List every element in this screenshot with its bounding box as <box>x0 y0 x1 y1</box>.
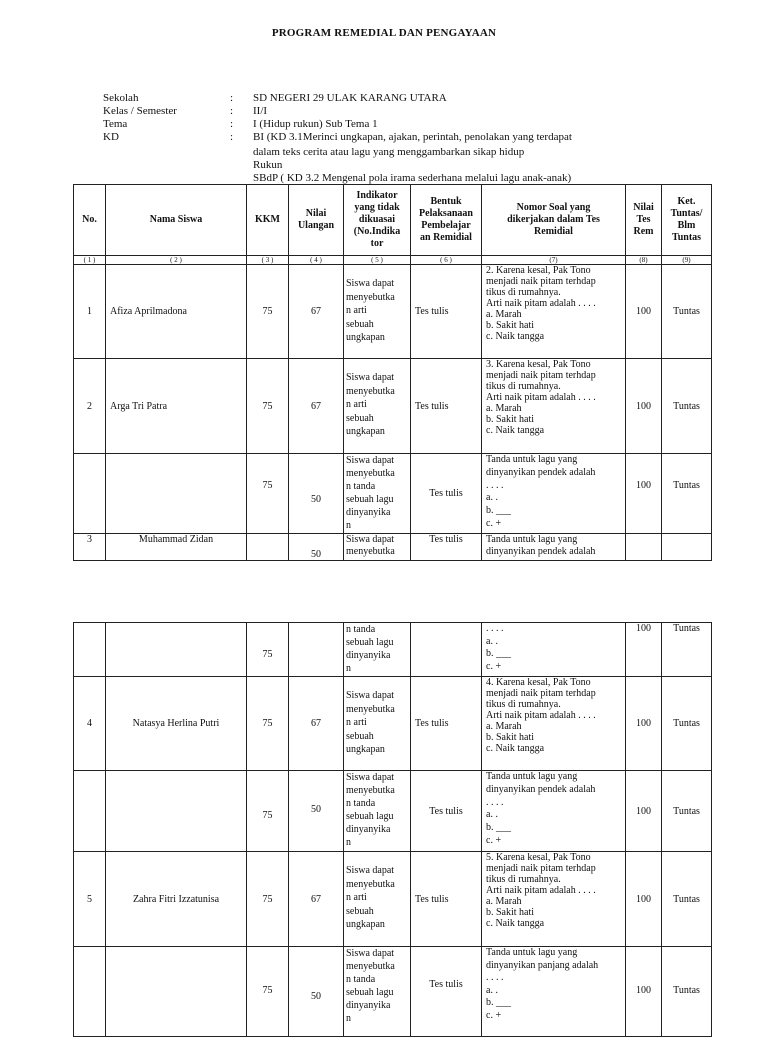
label-kelas: Kelas / Semester <box>103 105 177 117</box>
cell-bentuk: Tes tulis <box>411 265 482 359</box>
col-number: ( 3 ) <box>247 256 289 265</box>
cell-ket: Tuntas <box>662 947 712 1037</box>
cell-no: 2 <box>74 359 106 454</box>
cell-kkm: 75 <box>247 265 289 359</box>
table-row <box>74 771 712 852</box>
cell-kkm: 75 <box>247 623 289 677</box>
cell-nama <box>106 947 247 1037</box>
col-number: (8) <box>626 256 662 265</box>
table-row <box>74 852 712 947</box>
cell-indikator: Siswa dapat menyebutka n tanda sebuah lagu dinyanyika n <box>344 947 411 1037</box>
cell-nilai-rem: 100 <box>626 947 662 1037</box>
header-bentuk: Bentuk Pelaksanaan Pembelajar an Remidial <box>411 185 482 256</box>
cell-nilai: 50 <box>289 534 344 561</box>
col-number: (9) <box>662 256 712 265</box>
cell-ket: Tuntas <box>662 454 712 534</box>
header-row <box>74 185 712 256</box>
cell-no: 5 <box>74 852 106 947</box>
cell-kkm: 75 <box>247 677 289 771</box>
cell-nama <box>106 454 247 534</box>
cell-nama: Zahra Fitri Izzatunisa <box>106 852 247 947</box>
cell-no: 1 <box>74 265 106 359</box>
label-kd: KD <box>103 131 119 143</box>
cell-soal: Tanda untuk lagu yang dinyanyikan pendek adalah <box>482 534 626 561</box>
cell-soal: 5. Karena kesal, Pak Tono menjadi naik pitam terhdap tikus di rumahnya. Arti naik pitam adalah . . . . a. Marah b. Sakit hati c. Naik tangga <box>482 852 626 947</box>
cell-nilai: 50 <box>289 947 344 1037</box>
cell-nilai-rem <box>626 534 662 561</box>
cell-indikator: Siswa dapat menyebutka n arti sebuah ungkapan <box>344 852 411 947</box>
cell-ket: Tuntas <box>662 771 712 852</box>
cell-soal: 2. Karena kesal, Pak Tono menjadi naik pitam terhdap tikus di rumahnya. Arti naik pitam adalah . . . . a. Marah b. Sakit hati c. Naik tangga <box>482 265 626 359</box>
cell-nilai: 67 <box>289 265 344 359</box>
cell-nilai-rem: 100 <box>626 359 662 454</box>
cell-bentuk: Tes tulis <box>411 947 482 1037</box>
cell-nilai-rem: 100 <box>626 771 662 852</box>
cell-no <box>74 623 106 677</box>
col-number: ( 6 ) <box>411 256 482 265</box>
col-number: ( 4 ) <box>289 256 344 265</box>
value-kd-line: Rukun <box>253 159 283 171</box>
cell-ket: Tuntas <box>662 852 712 947</box>
cell-bentuk: Tes tulis <box>411 771 482 852</box>
cell-no: 3 <box>74 534 106 561</box>
cell-indikator: Siswa dapat menyebutka n tanda sebuah lagu dinyanyika n <box>344 454 411 534</box>
col-number: ( 2 ) <box>106 256 247 265</box>
header-soal: Nomor Soal yang dikerjakan dalam Tes Remidial <box>482 185 626 256</box>
cell-ket: Tuntas <box>662 359 712 454</box>
cell-ket: Tuntas <box>662 623 712 677</box>
remedial-table-1 <box>73 184 712 561</box>
cell-nama: Arga Tri Patra <box>106 359 247 454</box>
cell-nama <box>106 771 247 852</box>
header-kkm: KKM <box>247 185 289 256</box>
cell-nilai <box>289 623 344 677</box>
colon: : <box>230 131 234 143</box>
value-kd-line: dalam teks cerita atau lagu yang menggambarkan sikap hidup <box>253 146 525 158</box>
cell-nama: Natasya Herlina Putri <box>106 677 247 771</box>
label-sekolah: Sekolah <box>103 92 139 104</box>
cell-bentuk <box>411 623 482 677</box>
cell-nilai-rem: 100 <box>626 623 662 677</box>
cell-kkm: 75 <box>247 852 289 947</box>
cell-indikator: Siswa dapat menyebutka n arti sebuah ungkapan <box>344 359 411 454</box>
cell-nama: Afiza Aprilmadona <box>106 265 247 359</box>
header-nilai-rem: Nilai Tes Rem <box>626 185 662 256</box>
cell-nilai: 50 <box>289 771 344 852</box>
cell-no <box>74 454 106 534</box>
cell-nilai-rem: 100 <box>626 852 662 947</box>
cell-nama: Muhammad Zidan <box>106 534 247 561</box>
table-row <box>74 359 712 454</box>
column-number-row <box>74 256 712 265</box>
cell-kkm: 75 <box>247 947 289 1037</box>
cell-bentuk: Tes tulis <box>411 454 482 534</box>
cell-kkm: 75 <box>247 359 289 454</box>
cell-soal: 3. Karena kesal, Pak Tono menjadi naik pitam terhdap tikus di rumahnya. Arti naik pitam adalah . . . . a. Marah b. Sakit hati c. Naik tangga <box>482 359 626 454</box>
value-kd-line: BI (KD 3.1Merinci ungkapan, ajakan, perintah, penolakan yang terdapat <box>253 131 572 143</box>
cell-nilai-rem: 100 <box>626 454 662 534</box>
colon: : <box>230 105 234 117</box>
cell-soal: 4. Karena kesal, Pak Tono menjadi naik pitam terhdap tikus di rumahnya. Arti naik pitam adalah . . . . a. Marah b. Sakit hati c. Naik tangga <box>482 677 626 771</box>
page-title: PROGRAM REMEDIAL DAN PENGAYAAN <box>271 27 497 39</box>
table-row <box>74 677 712 771</box>
cell-nilai-rem: 100 <box>626 265 662 359</box>
cell-ket <box>662 534 712 561</box>
cell-kkm: 75 <box>247 454 289 534</box>
table-row <box>74 947 712 1037</box>
cell-no <box>74 771 106 852</box>
value-tema: I (Hidup rukun) Sub Tema 1 <box>253 118 378 130</box>
cell-kkm <box>247 534 289 561</box>
cell-indikator: Siswa dapat menyebutka n arti sebuah ungkapan <box>344 265 411 359</box>
table-row <box>74 534 712 561</box>
col-number: ( 1 ) <box>74 256 106 265</box>
cell-nilai: 50 <box>289 454 344 534</box>
cell-nilai: 67 <box>289 677 344 771</box>
value-sekolah: SD NEGERI 29 ULAK KARANG UTARA <box>253 92 447 104</box>
colon: : <box>230 118 234 130</box>
cell-soal: Tanda untuk lagu yang dinyanyikan pendek adalah . . . . a. . b. ___ c. + <box>482 771 626 852</box>
col-number: ( 5 ) <box>344 256 411 265</box>
cell-no <box>74 947 106 1037</box>
header-no: No. <box>74 185 106 256</box>
cell-no: 4 <box>74 677 106 771</box>
label-tema: Tema <box>103 118 128 130</box>
cell-indikator: Siswa dapat menyebutka n arti sebuah ungkapan <box>344 677 411 771</box>
cell-ket: Tuntas <box>662 265 712 359</box>
cell-bentuk: Tes tulis <box>411 677 482 771</box>
cell-bentuk: Tes tulis <box>411 852 482 947</box>
cell-soal: . . . . a. . b. ___ c. + <box>482 623 626 677</box>
cell-indikator: Siswa dapat menyebutka n tanda sebuah lagu dinyanyika n <box>344 771 411 852</box>
cell-bentuk: Tes tulis <box>411 534 482 561</box>
cell-nama <box>106 623 247 677</box>
cell-nilai-rem: 100 <box>626 677 662 771</box>
header-nama: Nama Siswa <box>106 185 247 256</box>
value-kelas: II/I <box>253 105 268 117</box>
cell-soal: Tanda untuk lagu yang dinyanyikan panjang adalah . . . . a. . b. ___ c. + <box>482 947 626 1037</box>
header-nilai: Nilai Ulangan <box>289 185 344 256</box>
table-row <box>74 623 712 677</box>
value-kd-line: SBdP ( KD 3.2 Mengenal pola irama sederhana melalui lagu anak-anak) <box>253 172 572 184</box>
table-row <box>74 265 712 359</box>
col-number: (7) <box>482 256 626 265</box>
cell-kkm: 75 <box>247 771 289 852</box>
cell-indikator: Siswa dapat menyebutka <box>344 534 411 561</box>
header-ket: Ket. Tuntas/ Blm Tuntas <box>662 185 712 256</box>
cell-nilai: 67 <box>289 359 344 454</box>
cell-bentuk: Tes tulis <box>411 359 482 454</box>
colon: : <box>230 92 234 104</box>
cell-ket: Tuntas <box>662 677 712 771</box>
table-row <box>74 454 712 534</box>
cell-soal: Tanda untuk lagu yang dinyanyikan pendek adalah . . . . a. . b. ___ c. + <box>482 454 626 534</box>
cell-nilai: 67 <box>289 852 344 947</box>
remedial-table-2 <box>73 622 712 1037</box>
header-indikator: Indikator yang tidak dikuasai (No.Indika tor <box>344 185 411 256</box>
cell-indikator: n tanda sebuah lagu dinyanyika n <box>344 623 411 677</box>
